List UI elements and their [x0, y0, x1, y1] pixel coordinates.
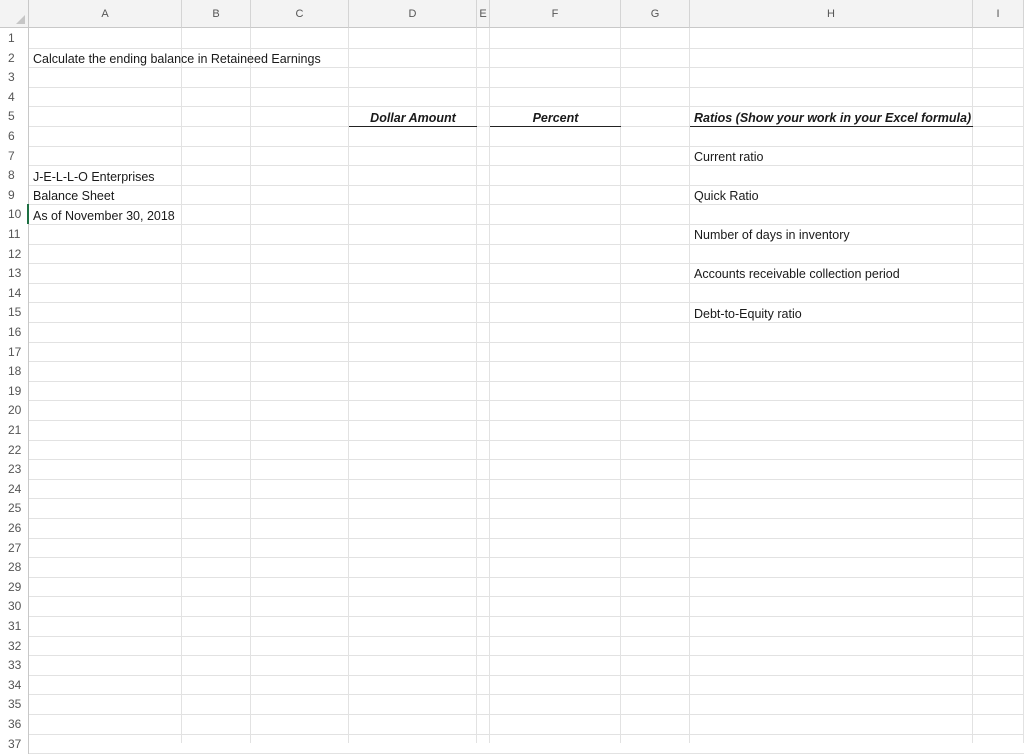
row-gridline	[29, 459, 1024, 460]
column-header-e[interactable]: E	[477, 0, 490, 28]
row-header-11[interactable]: 11	[0, 224, 29, 244]
select-all-triangle-icon	[16, 15, 25, 24]
row-gridline	[29, 165, 1024, 166]
row-header-35[interactable]: 35	[0, 694, 29, 714]
column-gridline	[476, 28, 477, 743]
row-gridline	[29, 322, 1024, 323]
row-gridline	[29, 146, 1024, 147]
column-header-h[interactable]: H	[690, 0, 973, 28]
cell-A10-date[interactable]: As of November 30, 2018	[33, 209, 175, 223]
row-header-17[interactable]: 17	[0, 342, 29, 362]
column-gridline	[689, 28, 690, 743]
row-header-2[interactable]: 2	[0, 48, 29, 68]
row-gridline	[29, 440, 1024, 441]
column-header-i[interactable]: I	[973, 0, 1024, 28]
cell-A2[interactable]: Calculate the ending balance in Retaineed Earnings	[33, 52, 321, 66]
cell-H13-ar-collection-period[interactable]: Accounts receivable collection period	[694, 267, 900, 281]
cell-H11-days-in-inventory[interactable]: Number of days in inventory	[694, 228, 850, 242]
row-gridline	[29, 557, 1024, 558]
row-gridline	[29, 636, 1024, 637]
row-header-23[interactable]: 23	[0, 459, 29, 479]
column-gridline	[620, 28, 621, 743]
row-gridline	[29, 655, 1024, 656]
row-header-33[interactable]: 33	[0, 655, 29, 675]
cell-A8-company-name[interactable]: J-E-L-L-O Enterprises	[33, 170, 155, 184]
row-gridline	[29, 342, 1024, 343]
row-gridline	[29, 498, 1024, 499]
row-header-29[interactable]: 29	[0, 577, 29, 597]
row-gridline	[29, 244, 1024, 245]
row-header-1[interactable]: 1	[0, 28, 29, 48]
cell-H15-debt-to-equity[interactable]: Debt-to-Equity ratio	[694, 307, 802, 321]
row-gridline	[29, 302, 1024, 303]
row-gridline	[29, 420, 1024, 421]
column-header-g[interactable]: G	[621, 0, 690, 28]
column-header-d[interactable]: D	[349, 0, 477, 28]
column-gridline	[348, 28, 349, 743]
row-header-6[interactable]: 6	[0, 126, 29, 146]
row-header-12[interactable]: 12	[0, 244, 29, 264]
row-gridline	[29, 577, 1024, 578]
row-header-21[interactable]: 21	[0, 420, 29, 440]
column-header-b[interactable]: B	[182, 0, 251, 28]
cell-H9-quick-ratio[interactable]: Quick Ratio	[694, 189, 759, 203]
row-gridline	[29, 400, 1024, 401]
row-header-9[interactable]: 9	[0, 185, 29, 205]
row-gridline	[29, 185, 1024, 186]
cell-D5-dollar-amount-header[interactable]: Dollar Amount	[370, 111, 456, 125]
row-header-24[interactable]: 24	[0, 479, 29, 499]
row-header-30[interactable]: 30	[0, 596, 29, 616]
column-gridline	[972, 28, 973, 743]
row-header-18[interactable]: 18	[0, 361, 29, 381]
select-all-corner[interactable]	[0, 0, 29, 28]
row-header-3[interactable]: 3	[0, 67, 29, 87]
cell-H5-ratios-header[interactable]: Ratios (Show your work in your Excel formula)	[694, 111, 972, 125]
cell-A9-statement-name[interactable]: Balance Sheet	[33, 189, 115, 203]
row-header-36[interactable]: 36	[0, 714, 29, 734]
row-header-14[interactable]: 14	[0, 283, 29, 303]
row-header-7[interactable]: 7	[0, 146, 29, 166]
row-header-8[interactable]: 8	[0, 165, 29, 185]
row-header-5[interactable]: 5	[0, 106, 29, 126]
row-gridline	[29, 538, 1024, 539]
row-gridline	[29, 87, 1024, 88]
row-header-19[interactable]: 19	[0, 381, 29, 401]
row-header-13[interactable]: 13	[0, 263, 29, 283]
cell-F5-percent-header[interactable]: Percent	[532, 111, 579, 125]
column-header-a[interactable]: A	[29, 0, 182, 28]
row-header-10[interactable]: 10	[0, 204, 29, 224]
row-header-34[interactable]: 34	[0, 675, 29, 695]
row-header-32[interactable]: 32	[0, 636, 29, 656]
column-gridline	[489, 28, 490, 743]
column-header-f[interactable]: F	[490, 0, 621, 28]
row-gridline	[29, 361, 1024, 362]
row-gridline	[29, 675, 1024, 676]
row-header-4[interactable]: 4	[0, 87, 29, 107]
row-header-31[interactable]: 31	[0, 616, 29, 636]
row-header-22[interactable]: 22	[0, 440, 29, 460]
row-header-37[interactable]: 37	[0, 734, 29, 754]
row-gridline	[29, 381, 1024, 382]
row-header-28[interactable]: 28	[0, 557, 29, 577]
column-gridline	[250, 28, 251, 743]
row-gridline	[29, 694, 1024, 695]
row-header-26[interactable]: 26	[0, 518, 29, 538]
row-gridline	[29, 734, 1024, 735]
row-header-16[interactable]: 16	[0, 322, 29, 342]
row-gridline	[29, 596, 1024, 597]
row-header-25[interactable]: 25	[0, 498, 29, 518]
row-header-20[interactable]: 20	[0, 400, 29, 420]
row-gridline	[29, 714, 1024, 715]
column-header-c[interactable]: C	[251, 0, 349, 28]
cell-H7-current-ratio[interactable]: Current ratio	[694, 150, 764, 164]
row-gridline	[29, 518, 1024, 519]
row-gridline	[29, 479, 1024, 480]
column-gridline	[181, 28, 182, 743]
row-gridline	[29, 616, 1024, 617]
row-header-15[interactable]: 15	[0, 302, 29, 322]
row-header-27[interactable]: 27	[0, 538, 29, 558]
